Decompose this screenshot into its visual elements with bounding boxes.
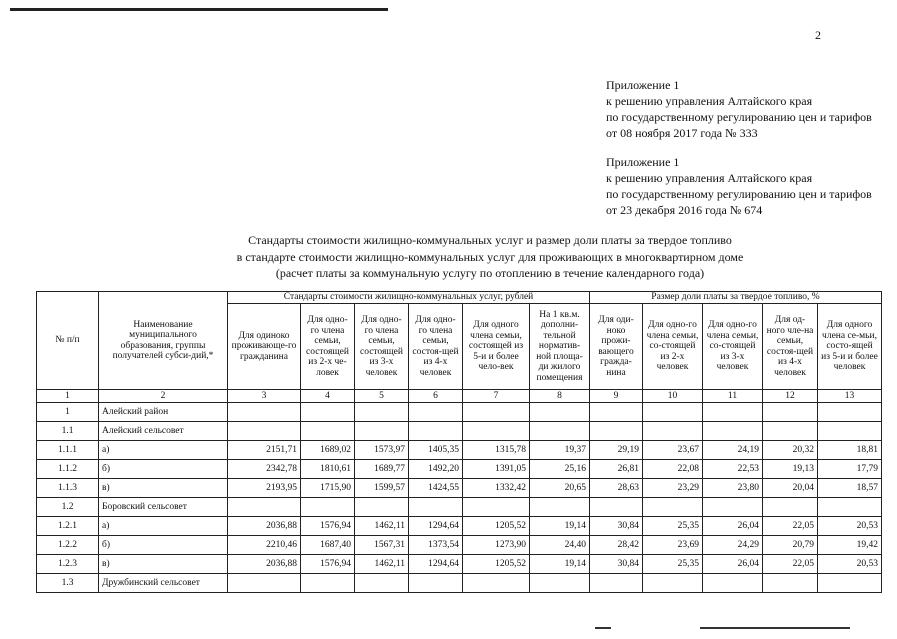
bottom-rule: [700, 627, 850, 629]
value-cell: 19,14: [530, 555, 590, 574]
empty-cell: [409, 403, 463, 422]
value-cell: 20,32: [763, 441, 818, 460]
value-cell: 18,81: [818, 441, 882, 460]
value-cell: 23,29: [643, 479, 703, 498]
appendix-block-previous: [606, 154, 872, 218]
value-cell: 20,79: [763, 536, 818, 555]
value-cell: 1373,54: [409, 536, 463, 555]
row-number: 1.1: [37, 422, 99, 441]
value-cell: 18,57: [818, 479, 882, 498]
column-number: 11: [703, 390, 763, 403]
value-cell: 1689,77: [355, 460, 409, 479]
column-number: 9: [590, 390, 643, 403]
header-sub-col-12: Для од-ного чле-на семьи, состоя-щей из 4-х человек: [763, 304, 818, 390]
value-cell: 23,80: [703, 479, 763, 498]
bottom-rule: [595, 627, 611, 629]
value-cell: 24,40: [530, 536, 590, 555]
settlement-name: Алейский сельсовет: [99, 422, 228, 441]
row-number: 1.1.3: [37, 479, 99, 498]
value-cell: 25,35: [643, 555, 703, 574]
empty-cell: [818, 403, 882, 422]
value-cell: 2151,71: [228, 441, 301, 460]
appendix-line: по государственному регулированию цен и тарифов: [606, 187, 872, 201]
row-number: 1.1.1: [37, 441, 99, 460]
document-title: [200, 232, 780, 282]
value-cell: 22,05: [763, 517, 818, 536]
header-group-fuel-share: Размер доли платы за твердое топливо, %: [590, 292, 882, 304]
value-cell: 1567,31: [355, 536, 409, 555]
column-number: 8: [530, 390, 590, 403]
header-sub-col-11: Для одно-го члена семьи, со-стоящей из 3-х человек: [703, 304, 763, 390]
row-group-label: б): [99, 460, 228, 479]
empty-cell: [763, 498, 818, 517]
empty-cell: [763, 574, 818, 593]
header-sub-col-3: Для одиноко проживающе-го гражданина: [228, 304, 301, 390]
empty-cell: [301, 403, 355, 422]
empty-cell: [463, 403, 530, 422]
header-sub-col-13: Для одного члена се-мьи, состо-ящей из 5-и и более человек: [818, 304, 882, 390]
row-number: 1.2.1: [37, 517, 99, 536]
value-cell: 1689,02: [301, 441, 355, 460]
empty-cell: [228, 422, 301, 441]
table-row: [37, 479, 882, 498]
header-name: Наименование муниципального образования, группы получателей субси-дий,*: [99, 292, 228, 390]
column-number-row: [37, 390, 882, 403]
empty-cell: [818, 498, 882, 517]
value-cell: 1462,11: [355, 517, 409, 536]
value-cell: 2342,78: [228, 460, 301, 479]
column-number: 13: [818, 390, 882, 403]
empty-cell: [703, 403, 763, 422]
empty-cell: [409, 498, 463, 517]
settlement-name: Дружбинский сельсовет: [99, 574, 228, 593]
value-cell: 25,16: [530, 460, 590, 479]
column-number: 5: [355, 390, 409, 403]
row-group-label: в): [99, 479, 228, 498]
empty-cell: [463, 422, 530, 441]
settlement-name: Боровский сельсовет: [99, 498, 228, 517]
value-cell: 24,29: [703, 536, 763, 555]
header-sub-col-7: Для одного члена семьи, состоящей из 5-и и более чело-век: [463, 304, 530, 390]
header-sub-col-6: Для одно-го члена семьи, состоя-щей из 4-х человек: [409, 304, 463, 390]
district-name: Алейский район: [99, 403, 228, 422]
empty-cell: [643, 422, 703, 441]
empty-cell: [301, 574, 355, 593]
value-cell: 30,84: [590, 517, 643, 536]
value-cell: 26,81: [590, 460, 643, 479]
page-number: 2: [815, 28, 821, 42]
value-cell: 19,42: [818, 536, 882, 555]
value-cell: 24,19: [703, 441, 763, 460]
row-number: 1.1.2: [37, 460, 99, 479]
appendix-block-current: [606, 77, 872, 141]
value-cell: 2036,88: [228, 517, 301, 536]
header-sub-col-5: Для одно-го члена семьи, состоящей из 3-х человек: [355, 304, 409, 390]
empty-cell: [228, 498, 301, 517]
empty-cell: [763, 403, 818, 422]
value-cell: 29,19: [590, 441, 643, 460]
header-num: № п/п: [37, 292, 99, 390]
value-cell: 1573,97: [355, 441, 409, 460]
empty-cell: [590, 574, 643, 593]
value-cell: 1332,42: [463, 479, 530, 498]
row-group-label: б): [99, 536, 228, 555]
empty-cell: [355, 574, 409, 593]
table-row: [37, 460, 882, 479]
value-cell: 1424,55: [409, 479, 463, 498]
tariff-table: [36, 291, 882, 593]
value-cell: 23,69: [643, 536, 703, 555]
header-group-standards: Стандарты стоимости жилищно-коммунальных услуг, рублей: [228, 292, 590, 304]
empty-cell: [409, 422, 463, 441]
value-cell: 28,42: [590, 536, 643, 555]
value-cell: 23,67: [643, 441, 703, 460]
empty-cell: [301, 498, 355, 517]
table-row: [37, 555, 882, 574]
value-cell: 1715,90: [301, 479, 355, 498]
empty-cell: [643, 574, 703, 593]
value-cell: 22,53: [703, 460, 763, 479]
value-cell: 20,53: [818, 555, 882, 574]
empty-cell: [228, 403, 301, 422]
header-sub-col-8: На 1 кв.м. дополни-тельной норматив-ной площа-ди жилого помещения: [530, 304, 590, 390]
row-number: 1: [37, 403, 99, 422]
column-number: 10: [643, 390, 703, 403]
empty-cell: [590, 498, 643, 517]
value-cell: 1687,40: [301, 536, 355, 555]
value-cell: 22,08: [643, 460, 703, 479]
row-number: 1.3: [37, 574, 99, 593]
appendix-line: по государственному регулированию цен и тарифов: [606, 110, 872, 124]
value-cell: 1315,78: [463, 441, 530, 460]
value-cell: 1205,52: [463, 517, 530, 536]
column-number: 4: [301, 390, 355, 403]
empty-cell: [643, 403, 703, 422]
value-cell: 1294,64: [409, 555, 463, 574]
empty-cell: [818, 574, 882, 593]
empty-cell: [463, 498, 530, 517]
empty-cell: [355, 422, 409, 441]
table-row: [37, 422, 882, 441]
value-cell: 1294,64: [409, 517, 463, 536]
table-row: [37, 498, 882, 517]
value-cell: 2210,46: [228, 536, 301, 555]
table-row: [37, 574, 882, 593]
empty-cell: [355, 403, 409, 422]
empty-cell: [228, 574, 301, 593]
row-number: 1.2.3: [37, 555, 99, 574]
column-number: 12: [763, 390, 818, 403]
title-line: в стандарте стоимости жилищно-коммунальных услуг для проживающих в многоквартирном доме: [236, 249, 744, 264]
value-cell: 1391,05: [463, 460, 530, 479]
empty-cell: [590, 403, 643, 422]
empty-cell: [703, 574, 763, 593]
value-cell: 1599,57: [355, 479, 409, 498]
empty-cell: [409, 574, 463, 593]
value-cell: 1405,35: [409, 441, 463, 460]
value-cell: 17,79: [818, 460, 882, 479]
table-row: [37, 536, 882, 555]
value-cell: 26,04: [703, 555, 763, 574]
empty-cell: [530, 498, 590, 517]
empty-cell: [703, 422, 763, 441]
value-cell: 2036,88: [228, 555, 301, 574]
value-cell: 20,04: [763, 479, 818, 498]
value-cell: 1462,11: [355, 555, 409, 574]
empty-cell: [590, 422, 643, 441]
value-cell: 26,04: [703, 517, 763, 536]
appendix-line: к решению управления Алтайского края: [606, 94, 813, 108]
row-number: 1.2.2: [37, 536, 99, 555]
empty-cell: [763, 422, 818, 441]
value-cell: 19,14: [530, 517, 590, 536]
value-cell: 1810,61: [301, 460, 355, 479]
header-sub-col-10: Для одно-го члена семьи, со-стоящей из 2-х человек: [643, 304, 703, 390]
appendix-line: от 08 ноября 2017 года № 333: [606, 126, 758, 140]
value-cell: 22,05: [763, 555, 818, 574]
value-cell: 1205,52: [463, 555, 530, 574]
empty-cell: [530, 574, 590, 593]
row-number: 1.2: [37, 498, 99, 517]
value-cell: 19,37: [530, 441, 590, 460]
empty-cell: [818, 422, 882, 441]
appendix-line: Приложение 1: [606, 155, 680, 169]
empty-cell: [530, 422, 590, 441]
value-cell: 25,35: [643, 517, 703, 536]
empty-cell: [643, 498, 703, 517]
value-cell: 19,13: [763, 460, 818, 479]
value-cell: 1576,94: [301, 517, 355, 536]
row-group-label: в): [99, 555, 228, 574]
header-sub-col-4: Для одно-го члена семьи, состоящей из 2-х че-ловек: [301, 304, 355, 390]
column-number: 1: [37, 390, 99, 403]
value-cell: 1576,94: [301, 555, 355, 574]
column-number: 6: [409, 390, 463, 403]
table-row: [37, 517, 882, 536]
empty-cell: [463, 574, 530, 593]
value-cell: 1273,90: [463, 536, 530, 555]
title-line: (расчет платы за коммунальную услугу по отоплению в течение календарного года): [275, 266, 705, 280]
value-cell: 20,65: [530, 479, 590, 498]
row-group-label: а): [99, 517, 228, 536]
column-number: 3: [228, 390, 301, 403]
title-line: Стандарты стоимости жилищно-коммунальных услуг и размер доли платы за твердое топливо: [248, 233, 732, 247]
table-row: [37, 403, 882, 422]
appendix-line: от 23 декабря 2016 года № 674: [606, 203, 763, 217]
column-number: 2: [99, 390, 228, 403]
table-row: [37, 441, 882, 460]
empty-cell: [530, 403, 590, 422]
value-cell: 30,84: [590, 555, 643, 574]
empty-cell: [703, 498, 763, 517]
appendix-line: к решению управления Алтайского края: [606, 171, 813, 185]
row-group-label: а): [99, 441, 228, 460]
value-cell: 20,53: [818, 517, 882, 536]
column-number: 7: [463, 390, 530, 403]
header-sub-col-9: Для оди-ноко прожи-вающего гражда-нина: [590, 304, 643, 390]
top-rule: [10, 8, 388, 11]
value-cell: 28,63: [590, 479, 643, 498]
value-cell: 1492,20: [409, 460, 463, 479]
value-cell: 2193,95: [228, 479, 301, 498]
empty-cell: [355, 498, 409, 517]
appendix-line: Приложение 1: [606, 78, 680, 92]
empty-cell: [301, 422, 355, 441]
